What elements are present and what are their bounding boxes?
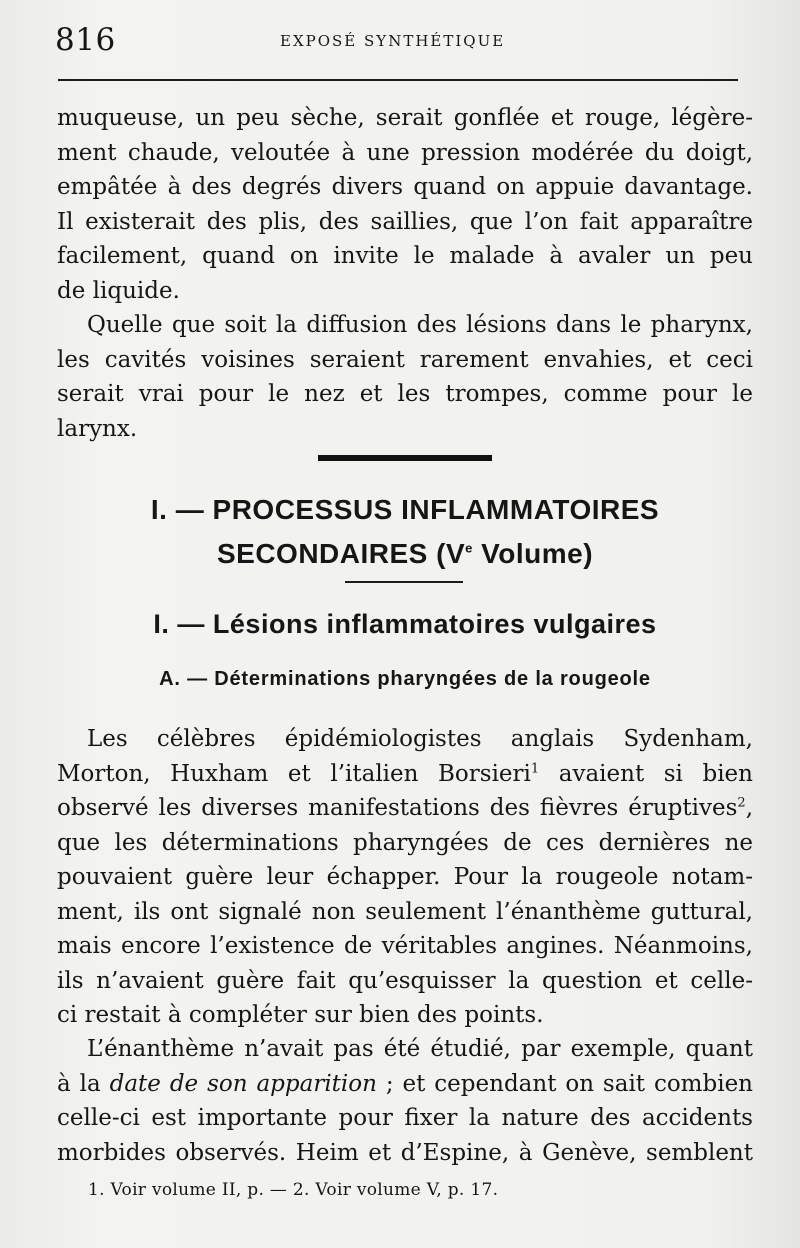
text-line: celle-ci est importante pour fixer la nature des accidents — [57, 1105, 753, 1131]
running-head — [55, 22, 745, 62]
paragraph-1 — [57, 101, 753, 308]
italic-text: date de son apparition — [109, 1070, 377, 1097]
section-heading-line-2 — [5, 532, 800, 576]
text-line: Il existerait des plis, des saillies, que l’on fait apparaître — [57, 208, 753, 235]
text-line — [57, 757, 753, 792]
text-segment: observé les diverses manifestations des fièvres éruptives — [57, 795, 738, 821]
text-line — [57, 1067, 753, 1102]
footnote-ref: 2 — [737, 795, 746, 811]
page-number: 816 — [55, 22, 116, 58]
text-line: muqueuse, un peu sèche, serait gonflée et rouge, légère- — [57, 105, 753, 131]
text-line: mais encore l’existence de véritables angines. Néanmoins, — [57, 933, 753, 959]
running-title: EXPOSÉ SYNTHÉTIQUE — [280, 32, 506, 50]
text-line — [57, 791, 753, 826]
text-line: les cavités voisines seraient rarement envahies, et ceci — [57, 346, 753, 373]
section-heading-text: Volume) — [472, 538, 594, 569]
text-line: Les célèbres épidémiologistes anglais Sydenham, — [87, 726, 753, 752]
text-line: que les déterminations pharyngées de ces dernières ne — [57, 829, 753, 856]
paragraph-2 — [57, 308, 753, 446]
section-heading-line-1: I. — PROCESSUS INFLAMMATOIRES — [150, 494, 660, 525]
text-line: ment, ils ont signalé non seulement l’énanthème guttural, — [57, 898, 753, 925]
subsubsection-heading: A. — Déterminations pharyngées de la rougeole — [159, 668, 651, 690]
text-segment: avaient si bien — [539, 760, 753, 787]
text-segment: ; et cependant on sait combien — [376, 1070, 754, 1097]
text-line: facilement, quand on invite le malade à avaler un peu — [57, 243, 753, 269]
text-segment: Morton, Huxham et l’italien Borsieri — [57, 760, 531, 787]
header-rule — [58, 79, 738, 81]
text-line: empâtée à des degrés divers quand on appuie davantage. — [57, 174, 753, 200]
section-separator-rule — [318, 455, 492, 461]
text-segment: , — [745, 795, 753, 821]
paragraph-3 — [57, 722, 753, 1033]
text-segment: à la — [57, 1070, 110, 1097]
section-heading-text: SECONDAIRES (V — [216, 538, 466, 569]
text-line: ment chaude, veloutée à une pression modérée du doigt, — [57, 139, 753, 166]
section-heading — [5, 488, 800, 576]
text-line: morbides observés. Heim et d’Espine, à Genève, semblent — [57, 1139, 753, 1166]
footnote-ref: 1 — [530, 760, 540, 776]
text-line: pouvaient guère leur échapper. Pour la rougeole notam- — [57, 864, 753, 890]
text-line: de liquide. — [57, 277, 180, 304]
superscript: e — [465, 540, 473, 556]
text-line: Quelle que soit la diffusion des lésions dans le pharynx, — [87, 312, 753, 338]
text-line: L’énanthème n’avait pas été étudié, par exemple, quant — [87, 1036, 753, 1062]
text-line: serait vrai pour le nez et les trompes, comme pour le — [57, 381, 753, 407]
heading-divider-rule — [345, 581, 463, 583]
paragraph-4 — [57, 1032, 753, 1170]
text-line: ci restait à compléter sur bien des points. — [57, 1002, 544, 1028]
text-line: ils n’avaient guère fait qu’esquisser la question et celle- — [57, 967, 753, 994]
footnotes: 1. Voir volume II, p. — 2. Voir volume V, p. 17. — [88, 1180, 499, 1200]
subsection-heading: I. — Lésions inflammatoires vulgaires — [153, 609, 657, 639]
text-line: larynx. — [57, 415, 138, 442]
